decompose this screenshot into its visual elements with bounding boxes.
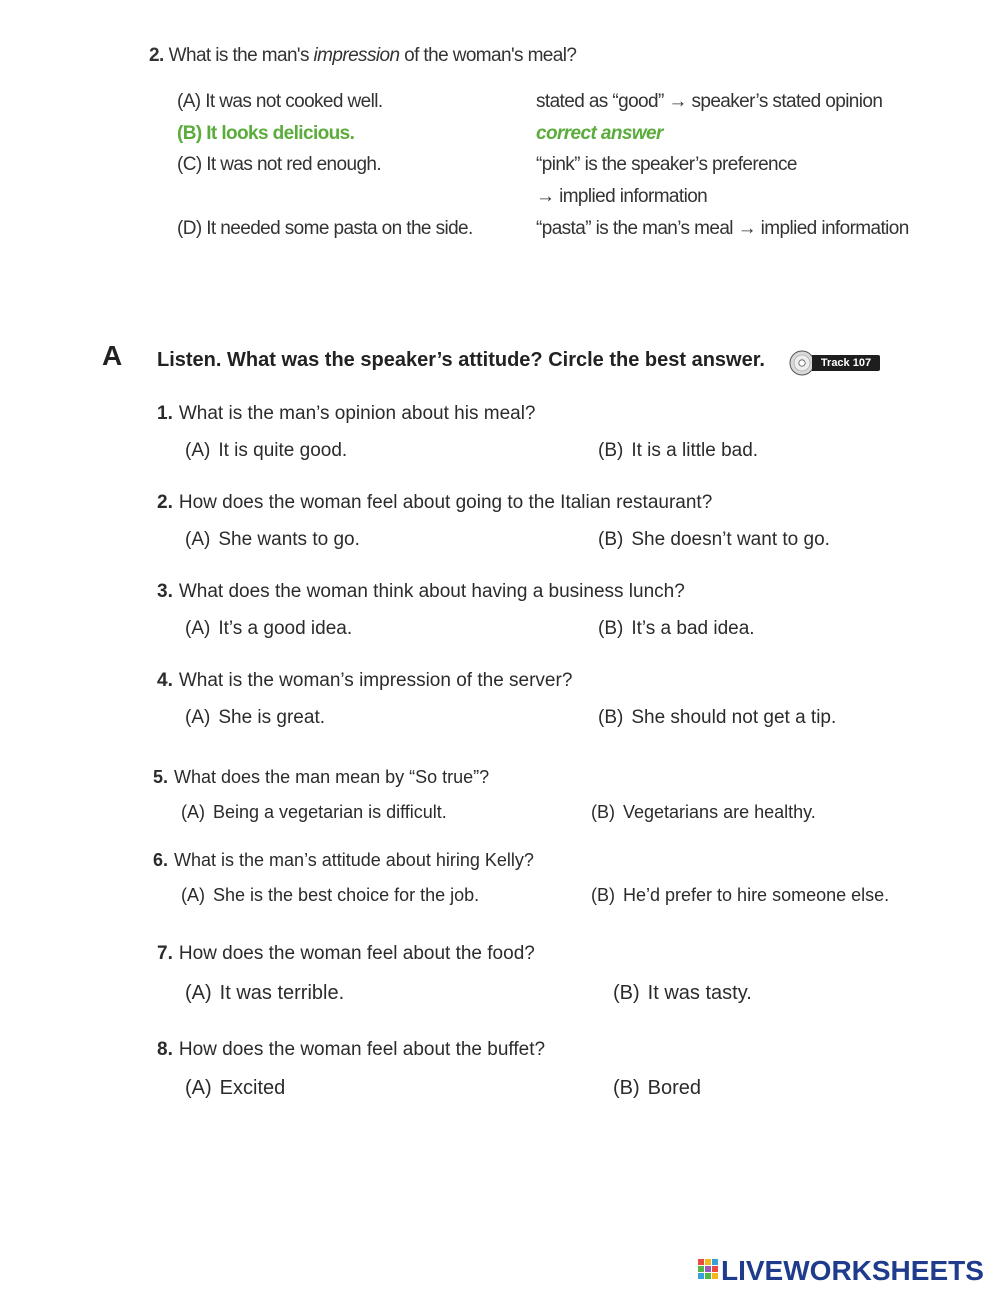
option-label: (A)	[185, 440, 211, 461]
option-label: (B)	[598, 707, 624, 728]
question-text: What does the man mean by “So true”?	[174, 767, 490, 787]
example-question	[149, 45, 576, 67]
question-number: 7.	[157, 943, 173, 964]
answer-6a[interactable]	[181, 885, 479, 906]
example-note-c-cont: → implied information	[536, 186, 708, 207]
answer-5b[interactable]	[591, 802, 816, 823]
example-note-d: “pasta” is the man’s meal → implied information	[536, 218, 909, 239]
logo-text: LIVEWORKSHEETS	[721, 1255, 984, 1286]
question-text: What is the man’s attitude about hiring Kelly?	[174, 850, 534, 870]
answer-8a[interactable]	[185, 1077, 285, 1100]
question-1	[157, 403, 536, 425]
answer-3a[interactable]	[185, 618, 352, 640]
question-7	[157, 943, 535, 965]
question-number: 3.	[157, 581, 173, 602]
track-label[interactable]: Track 107	[812, 355, 880, 371]
option-text: It’s a bad idea.	[631, 618, 755, 639]
option-text: Bored	[647, 1077, 702, 1099]
question-8	[157, 1039, 545, 1061]
section-title: Listen. What was the speaker’s attitude? Circle the best answer.	[157, 349, 765, 371]
question-number: 8.	[157, 1039, 173, 1060]
option-text: It is quite good.	[218, 440, 348, 461]
option-label: (B)	[591, 802, 615, 822]
option-text: Being a vegetarian is difficult.	[213, 802, 447, 822]
answer-6b[interactable]	[591, 885, 889, 906]
question-text: How does the woman feel about going to the Italian restaurant?	[178, 492, 713, 513]
option-label: (A)	[181, 885, 205, 905]
answer-1b[interactable]	[598, 440, 758, 462]
option-label: (B)	[613, 1077, 640, 1099]
question-text: What is the woman’s impression of the server?	[178, 670, 573, 691]
question-number: 4.	[157, 670, 173, 691]
option-text: It was terrible.	[219, 982, 345, 1004]
option-label: (A)	[185, 707, 211, 728]
example-option-c: (C) It was not red enough.	[177, 154, 382, 175]
answer-4b[interactable]	[598, 707, 836, 729]
question-number: 6.	[153, 850, 169, 870]
answer-2a[interactable]	[185, 529, 360, 551]
question-text: How does the woman feel about the food?	[178, 943, 535, 964]
option-label: (B)	[613, 982, 640, 1004]
logo-blocks-icon	[697, 1258, 719, 1284]
question-5	[153, 767, 489, 788]
option-text: He’d prefer to hire someone else.	[623, 885, 890, 905]
answer-7b[interactable]	[613, 982, 752, 1005]
option-label: (A)	[185, 529, 211, 550]
option-label: (A)	[181, 802, 205, 822]
question-4	[157, 670, 572, 692]
option-text: It’s a good idea.	[218, 618, 353, 639]
option-label: (A)	[185, 982, 212, 1004]
question-number: 2.	[157, 492, 173, 513]
example-question-text-end: of the woman's meal?	[399, 45, 577, 66]
option-label: (B)	[591, 885, 615, 905]
example-note-b: correct answer	[536, 123, 663, 144]
option-text: It is a little bad.	[631, 440, 759, 461]
option-text: It was tasty.	[647, 982, 752, 1004]
example-option-d: (D) It needed some pasta on the side.	[177, 218, 473, 239]
option-text: She is great.	[218, 707, 325, 728]
example-question-number: 2.	[149, 45, 164, 66]
example-option-a: (A) It was not cooked well.	[177, 91, 383, 112]
option-text: Vegetarians are healthy.	[623, 802, 816, 822]
example-note-c: “pink” is the speaker’s preference	[536, 154, 797, 175]
answer-2b[interactable]	[598, 529, 830, 551]
question-3	[157, 581, 685, 603]
example-question-text: What is the man's	[168, 45, 314, 66]
option-text: Excited	[219, 1077, 286, 1099]
liveworksheets-logo[interactable]	[697, 1254, 984, 1288]
question-2	[157, 492, 712, 514]
option-text: She doesn’t want to go.	[631, 529, 830, 550]
question-number: 5.	[153, 767, 169, 787]
option-text: She wants to go.	[218, 529, 360, 550]
example-option-b-correct: (B) It looks delicious.	[177, 123, 355, 144]
option-label: (B)	[598, 529, 624, 550]
example-note-a: stated as “good” → speaker’s stated opinion	[536, 91, 883, 112]
option-label: (B)	[598, 618, 624, 639]
option-label: (B)	[598, 440, 624, 461]
option-label: (A)	[185, 1077, 212, 1099]
example-question-emphasis: impression	[313, 45, 400, 66]
answer-3b[interactable]	[598, 618, 755, 640]
question-text: What does the woman think about having a business lunch?	[178, 581, 685, 602]
answer-1a[interactable]	[185, 440, 347, 462]
answer-4a[interactable]	[185, 707, 325, 729]
question-number: 1.	[157, 403, 173, 424]
answer-8b[interactable]	[613, 1077, 701, 1100]
question-text: How does the woman feel about the buffet?	[178, 1039, 546, 1060]
section-letter: A	[102, 340, 123, 371]
answer-7a[interactable]	[185, 982, 344, 1005]
option-text: She should not get a tip.	[631, 707, 837, 728]
option-text: She is the best choice for the job.	[213, 885, 480, 905]
answer-5a[interactable]	[181, 802, 447, 823]
question-6	[153, 850, 534, 871]
option-label: (A)	[185, 618, 211, 639]
question-text: What is the man’s opinion about his meal?	[178, 403, 536, 424]
